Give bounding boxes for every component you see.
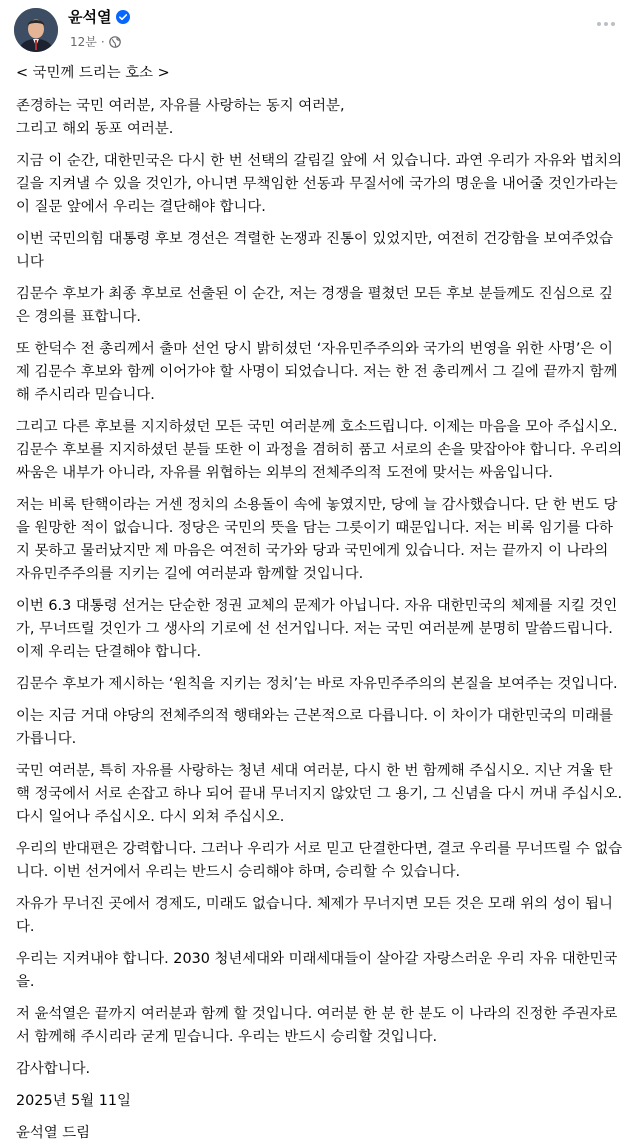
post-paragraph: 우리의 반대편은 강력합니다. 그러나 우리가 서로 믿고 단결한다면, 결코 우리를 무너뜨릴 수 없습니다. 이번 선거에서 우리는 반드시 승리해야 하며, 승리할 수 있습니다. xyxy=(16,841,623,880)
avatar-portrait xyxy=(14,8,58,52)
author-line xyxy=(68,6,130,27)
post-paragraph: 지금 이 순간, 대한민국은 다시 한 번 선택의 갈림길 앞에 서 있습니다. 과연 우리가 자유와 법치의 길을 지켜낼 수 있을 것인가, 아니면 무책임한 선동과 무질서에 국가의 명운을 내어줄 것인가라는 이 질문 앞에서 우리는 결단해야 합니다. xyxy=(16,153,623,215)
closing-thanks: 감사합니다. xyxy=(16,1061,91,1077)
more-options-button[interactable] xyxy=(592,14,620,34)
post-paragraph: 이번 국민의힘 대통령 후보 경선은 격렬한 논쟁과 진통이 있었지만, 여전히 건강함을 보여주었습니다 xyxy=(16,231,614,270)
post-date: 2025년 5월 11일 xyxy=(16,1093,131,1109)
post-paragraph: 김문수 후보가 최종 후보로 선출된 이 순간, 저는 경쟁을 펼쳤던 모든 후보 분들께도 진심으로 깊은 경의를 표합니다. xyxy=(16,286,613,325)
post-paragraph: 이는 지금 거대 야당의 전체주의적 행태와는 근본적으로 다릅니다. 이 차이가 대한민국의 미래를 가릅니다. xyxy=(16,708,614,747)
post-paragraph: 존경하는 국민 여러분, 자유를 사랑하는 동지 여러분, 그리고 해외 동포 여러분. xyxy=(16,98,345,137)
post-title: < 국민께 드리는 호소 > xyxy=(16,65,170,81)
verified-badge-icon xyxy=(116,10,130,24)
post-paragraph: 그리고 다른 후보를 지지하셨던 모든 국민 여러분께 호소드립니다. 이제는 마음을 모아 주십시오. 김문수 후보를 지지하셨던 분들 또한 이 과정을 겸허히 품고 서로의 손을 맞잡아야 합니다. 우리의 싸움은 내부가 아니라, 자유를 위협하는 외부의 전체주의적 도전에 맞서는 싸움입니다. xyxy=(16,419,623,481)
post-time[interactable]: 12분 xyxy=(70,35,97,49)
post-meta xyxy=(70,33,121,50)
post-paragraph: 저 윤석열은 끝까지 여러분과 함께 할 것입니다. 여러분 한 분 한 분도 이 나라의 진정한 주권자로서 함께해 주시리라 굳게 믿습니다. 우리는 반드시 승리할 것입니다. xyxy=(16,1006,618,1045)
post-paragraph: 자유가 무너진 곳에서 경제도, 미래도 없습니다. 체제가 무너지면 모든 것은 모래 위의 성이 됩니다. xyxy=(16,896,613,935)
post-paragraph: 저는 비록 탄핵이라는 거센 정치의 소용돌이 속에 놓였지만, 당에 늘 감사했습니다. 단 한 번도 당을 원망한 적이 없습니다. 정당은 국민의 뜻을 담는 그릇이기 때문입니다. 저는 비록 임기를 다하지 못하고 물러났지만 제 마음은 여전히 국가와 당과 국민에게 있습니다. 저는 끝까지 이 나라의 자유민주주의를 지키는 길에 여러분과 함께할 것입니다. xyxy=(16,497,618,582)
post-paragraph: 또 한덕수 전 총리께서 출마 선언 당시 밝히셨던 ‘자유민주주의와 국가의 번영을 위한 사명’은 이제 김문수 후보와 함께 이어가야 할 사명이 되었습니다. 저는 한 전 총리께서 그 길에 끝까지 함께해 주시리라 믿습니다. xyxy=(16,341,618,403)
post-body xyxy=(8,62,626,1145)
post-paragraph: 이번 6.3 대통령 선거는 단순한 정권 교체의 문제가 아닙니다. 자유 대한민국의 체제를 지킬 것인가, 무너뜨릴 것인가 그 생사의 기로에 선 선거입니다. 저는 국민 여러분께 분명히 말씀드립니다. 이제 우리는 단결해야 합니다. xyxy=(16,598,618,660)
globe-icon xyxy=(109,36,121,48)
post-paragraph: 국민 여러분, 특히 자유를 사랑하는 청년 세대 여러분, 다시 한 번 함께해 주십시오. 지난 겨울 탄핵 정국에서 서로 손잡고 하나 되어 끝내 무너지지 않았던 그 용기, 그 신념을 다시 꺼내 주십시오. 다시 일어나 주십시오. 다시 외쳐 주십시오. xyxy=(16,763,623,825)
more-options-icon xyxy=(596,21,616,27)
author-name[interactable]: 윤석열 xyxy=(68,8,112,26)
signature: 윤석열 드림 xyxy=(16,1125,91,1141)
post-header xyxy=(8,0,626,62)
meta-separator: · xyxy=(100,34,105,49)
author-avatar[interactable] xyxy=(14,8,58,52)
post-paragraph: 김문수 후보가 제시하는 ‘원칙을 지키는 정치’는 바로 자유민주주의의 본질을 보여주는 것입니다. xyxy=(16,676,618,692)
post-paragraph: 우리는 지켜내야 합니다. 2030 청년세대와 미래세대들이 살아갈 자랑스러운 우리 자유 대한민국을. xyxy=(16,951,618,990)
